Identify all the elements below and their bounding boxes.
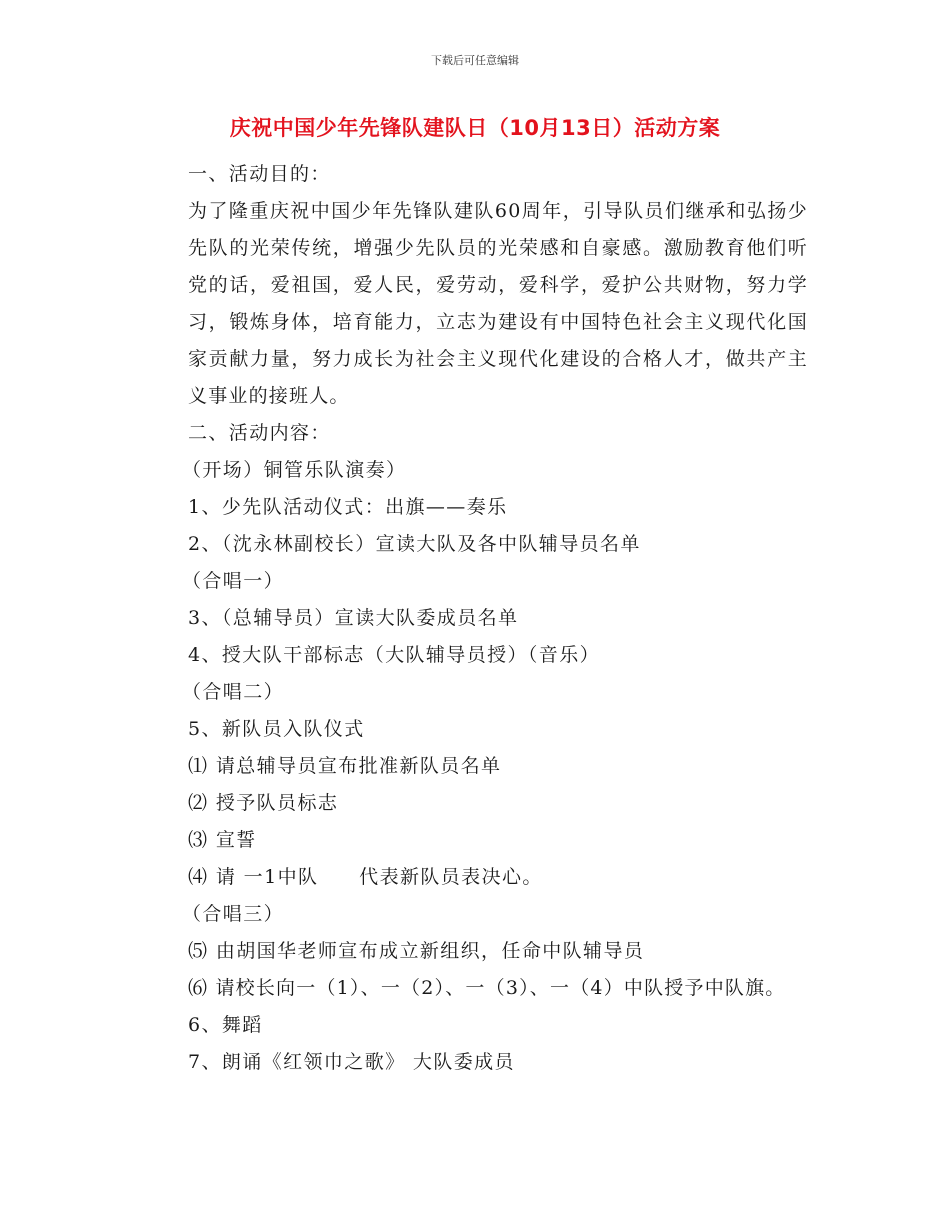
section-heading-content: 二、活动内容：	[188, 422, 331, 444]
program-subitem: ⑷ 请 一1中队 代表新队员表决心。	[188, 866, 543, 888]
program-subitem: ⑵ 授予队员标志	[188, 792, 339, 814]
program-line: （合唱二）	[182, 681, 285, 703]
program-line: 1、少先队活动仪式：出旗——奏乐	[188, 496, 508, 518]
program-line: 2、（沈永林副校长）宣读大队及各中队辅导员名单	[188, 533, 641, 555]
program-subitem: ⑴ 请总辅导员宣布批准新队员名单	[188, 755, 502, 777]
purpose-paragraph: 为了隆重庆祝中国少年先锋队建队60周年，引导队员们继承和弘扬少先队的光荣传统，增强少先队员的光荣感和自豪感。激励教育他们听党的话，爱祖国，爱人民，爱劳动，爱科学，爱护公共财物，努力学习，锻炼身体，培育能力，立志为建设有中国特色社会主义现代化国家贡献力量，努力成长为社会主义现代化建设的合格人才，做共产主义事业的接班人。	[188, 200, 808, 407]
program-line: 7、朗诵《红领巾之歌》 大队委成员	[188, 1051, 515, 1073]
program-line: （合唱三）	[182, 903, 285, 925]
section-heading-purpose: 一、活动目的：	[188, 163, 331, 185]
program-line: 5、新队员入队仪式	[188, 718, 365, 740]
program-line: 4、授大队干部标志（大队辅导员授）（音乐）	[188, 644, 600, 666]
header-note: 下载后可任意编辑	[431, 54, 519, 67]
program-line: （开场）铜管乐队演奏）	[182, 459, 407, 481]
document-title: 庆祝中国少年先锋队建队日（10月13日）活动方案	[229, 116, 721, 140]
program-line: 6、舞蹈	[188, 1014, 263, 1036]
program-subitem: ⑹ 请校长向一（1）、一（2）、一（3）、一（4）中队授予中队旗。	[188, 977, 786, 999]
program-line: 3、（总辅导员）宣读大队委成员名单	[188, 607, 519, 629]
program-subitem: ⑶ 宣誓	[188, 829, 257, 851]
program-line: （合唱一）	[182, 570, 285, 592]
program-subitem: ⑸ 由胡国华老师宣布成立新组织，任命中队辅导员	[188, 940, 645, 962]
document-body	[142, 156, 808, 1081]
